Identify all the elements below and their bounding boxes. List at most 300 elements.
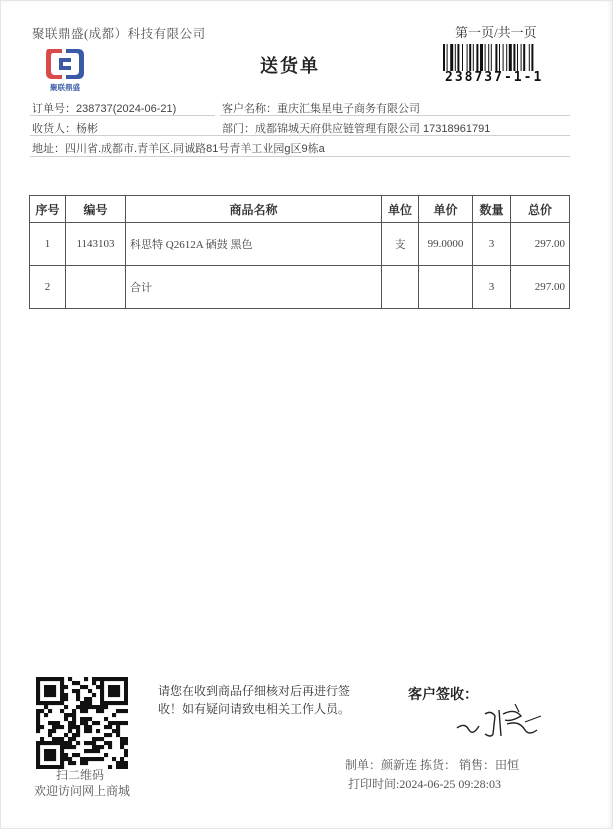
qr-module (36, 753, 40, 757)
qr-module (52, 741, 56, 745)
qr-module (64, 757, 68, 761)
qr-module (80, 709, 84, 713)
qr-module (120, 677, 124, 681)
qr-module (88, 729, 92, 733)
print-time: 打印时间:2024-06-25 09:28:03 (348, 777, 501, 791)
qr-module (104, 753, 108, 757)
department-row (222, 120, 490, 136)
qr-module (44, 693, 48, 697)
qr-module (44, 765, 48, 769)
qr-module (108, 733, 112, 737)
row-code (66, 266, 126, 309)
qr-module (64, 697, 68, 701)
qr-module (48, 741, 52, 745)
logo-text: 聚联鼎盛 (50, 83, 80, 92)
qr-module (84, 677, 88, 681)
qr-module (124, 749, 128, 753)
qr-module (76, 705, 80, 709)
qr-module (36, 709, 40, 713)
qr-module (104, 725, 108, 729)
qr-module (36, 721, 40, 725)
qr-module (72, 709, 76, 713)
qr-module (124, 709, 128, 713)
qr-module (96, 749, 100, 753)
qr-module (44, 741, 48, 745)
barcode-bar (517, 44, 518, 71)
qr-module (108, 745, 112, 749)
qr-module (120, 721, 124, 725)
qr-module (64, 733, 68, 737)
qr-module (112, 713, 116, 717)
qr-module (48, 753, 52, 757)
company-logo (42, 45, 88, 95)
qr-module (52, 701, 56, 705)
qr-module (56, 677, 60, 681)
qr-module (52, 737, 56, 741)
qr-module (64, 745, 68, 749)
department-label: 部门： (222, 123, 255, 135)
qr-module (116, 693, 120, 697)
qr-module (84, 717, 88, 721)
qr-module (48, 709, 52, 713)
qr-module (120, 745, 124, 749)
qr-module (84, 749, 88, 753)
qr-module (44, 705, 48, 709)
qr-module (72, 753, 76, 757)
qr-module (60, 681, 64, 685)
qr-module (100, 757, 104, 761)
qr-module (100, 737, 104, 741)
qr-module (72, 737, 76, 741)
qr-module (100, 681, 104, 685)
qr-module (68, 757, 72, 761)
qr-module (84, 761, 88, 765)
qr-module (72, 761, 76, 765)
barcode-bar (531, 44, 533, 71)
qr-module (64, 717, 68, 721)
qr-module (84, 721, 88, 725)
qr-module (84, 725, 88, 729)
qr-module (124, 737, 128, 741)
qr-module (60, 761, 64, 765)
barcode-bar (476, 44, 478, 71)
row-price (419, 266, 473, 309)
qr-module (44, 749, 48, 753)
divider (30, 156, 570, 157)
qr-module (60, 689, 64, 693)
qr-module (124, 761, 128, 765)
qr-module (36, 757, 40, 761)
qr-module (68, 745, 72, 749)
row-unit (382, 266, 419, 309)
qr-module (48, 729, 52, 733)
barcode-bar (485, 44, 486, 71)
row-code: 1143103 (66, 223, 126, 266)
qr-module (84, 701, 88, 705)
row-total: 297.00 (511, 223, 570, 266)
table-header-row (30, 196, 570, 223)
qr-module (96, 685, 100, 689)
qr-module (100, 693, 104, 697)
row-qty: 3 (473, 223, 511, 266)
qr-module (80, 761, 84, 765)
barcode (443, 44, 551, 71)
qr-module (48, 733, 52, 737)
row-seq: 1 (30, 223, 66, 266)
qr-module (112, 693, 116, 697)
column-header: 商品名称 (126, 196, 382, 223)
row-price: 99.0000 (419, 223, 473, 266)
qr-module (124, 721, 128, 725)
qr-module (88, 741, 92, 745)
receiver-label: 收货人： (32, 123, 76, 135)
barcode-bar (521, 44, 522, 71)
barcode-bar (457, 44, 459, 71)
qr-module (112, 685, 116, 689)
qr-module (60, 685, 64, 689)
qr-module (72, 725, 76, 729)
qr-module (92, 749, 96, 753)
qr-module (96, 709, 100, 713)
qr-module (100, 745, 104, 749)
qr-module (36, 689, 40, 693)
qr-module (108, 685, 112, 689)
qr-module (108, 677, 112, 681)
qr-module (92, 745, 96, 749)
row-total: 297.00 (511, 266, 570, 309)
qr-module (36, 681, 40, 685)
qr-module (88, 749, 92, 753)
qr-module (36, 677, 40, 681)
qr-module (72, 745, 76, 749)
qr-module (84, 709, 88, 713)
qr-module (80, 717, 84, 721)
qr-module (76, 697, 80, 701)
qr-module (60, 709, 64, 713)
qr-module (80, 701, 84, 705)
barcode-bar (491, 44, 492, 71)
qr-module (68, 761, 72, 765)
barcode-bar (462, 44, 463, 71)
qr-code (36, 677, 128, 769)
address-label: 地址： (32, 143, 65, 155)
qr-module (124, 741, 128, 745)
qr-module (100, 685, 104, 689)
qr-module (52, 721, 56, 725)
qr-module (96, 737, 100, 741)
qr-module (100, 697, 104, 701)
qr-module (124, 689, 128, 693)
qr-module (124, 753, 128, 757)
qr-module (124, 701, 128, 705)
qr-module (116, 685, 120, 689)
qr-module (44, 689, 48, 693)
qr-module (40, 765, 44, 769)
qr-module (64, 713, 68, 717)
column-header: 单位 (382, 196, 419, 223)
qr-module (64, 705, 68, 709)
qr-module (36, 693, 40, 697)
qr-module (60, 677, 64, 681)
qr-module (56, 741, 60, 745)
qr-module (36, 725, 40, 729)
qr-module (80, 757, 84, 761)
handwritten-signature (455, 700, 547, 740)
qr-module (112, 677, 116, 681)
qr-module (64, 741, 68, 745)
barcode-bar (503, 44, 504, 71)
barcode-bar (495, 44, 497, 71)
qr-module (92, 677, 96, 681)
qr-module (52, 689, 56, 693)
qr-module (60, 737, 64, 741)
qr-module (108, 693, 112, 697)
qr-module (100, 709, 104, 713)
qr-module (72, 721, 76, 725)
staff-line: 制单：颜新连 拣货： 销售：田恒 (345, 758, 520, 772)
qr-module (72, 717, 76, 721)
qr-module (60, 701, 64, 705)
column-header: 序号 (30, 196, 66, 223)
qr-module (56, 725, 60, 729)
customer-row (222, 100, 420, 116)
qr-module (124, 693, 128, 697)
qr-module (96, 705, 100, 709)
qr-module (124, 765, 128, 769)
qr-module (88, 697, 92, 701)
qr-module (96, 729, 100, 733)
qr-module (100, 689, 104, 693)
qr-module (40, 701, 44, 705)
qr-module (64, 693, 68, 697)
qr-module (60, 725, 64, 729)
table-row (30, 266, 570, 309)
qr-module (92, 705, 96, 709)
qr-module (88, 701, 92, 705)
barcode-bar (506, 44, 507, 71)
qr-module (44, 701, 48, 705)
customer-name: 重庆汇集星电子商务有限公司 (277, 103, 420, 115)
qr-module (68, 725, 72, 729)
qr-module (76, 729, 80, 733)
qr-module (76, 733, 80, 737)
qr-module (36, 729, 40, 733)
qr-module (124, 681, 128, 685)
qr-module (92, 721, 96, 725)
qr-module (48, 689, 52, 693)
qr-module (120, 761, 124, 765)
qr-module (64, 685, 68, 689)
qr-caption: 扫二维码 (56, 768, 105, 782)
qr-module (120, 709, 124, 713)
qr-module (52, 685, 56, 689)
qr-module (116, 721, 120, 725)
qr-module (40, 725, 44, 729)
qr-module (108, 689, 112, 693)
barcode-bar (447, 44, 448, 71)
qr-module (60, 749, 64, 753)
qr-module (120, 741, 124, 745)
qr-module (68, 721, 72, 725)
barcode-bar (469, 44, 471, 71)
page-indicator: 第一页/共一页 (455, 25, 537, 40)
qr-module (92, 737, 96, 741)
qr-module (104, 741, 108, 745)
qr-module (48, 749, 52, 753)
qr-module (116, 761, 120, 765)
qr-module (52, 757, 56, 761)
qr-module (84, 697, 88, 701)
qr-module (104, 705, 108, 709)
qr-module (108, 701, 112, 705)
items-table (29, 195, 570, 309)
column-header: 编号 (66, 196, 126, 223)
qr-module (100, 701, 104, 705)
qr-module (104, 677, 108, 681)
qr-module (48, 765, 52, 769)
qr-module (112, 701, 116, 705)
customer-sign-label: 客户签收： (408, 686, 478, 702)
barcode-bar (473, 44, 474, 71)
qr-module (68, 677, 72, 681)
qr-module (116, 701, 120, 705)
qr-module (92, 681, 96, 685)
divider (30, 135, 570, 136)
qr-module (88, 689, 92, 693)
qr-module (36, 745, 40, 749)
qr-module (36, 765, 40, 769)
qr-module (116, 733, 120, 737)
qr-module (88, 705, 92, 709)
qr-module (124, 677, 128, 681)
qr-module (112, 689, 116, 693)
qr-module (92, 741, 96, 745)
qr-module (124, 685, 128, 689)
address-value: 四川省.成都市.青羊区.同诚路81号青羊工业园g区9栋a (65, 143, 325, 155)
qr-module (56, 701, 60, 705)
qr-module (52, 753, 56, 757)
receiver-row (32, 120, 98, 136)
barcode-bar (455, 44, 456, 71)
qr-module (80, 685, 84, 689)
qr-module (76, 725, 80, 729)
qr-module (48, 685, 52, 689)
table-row (30, 223, 570, 266)
document-title: 送货单 (260, 56, 320, 76)
qr-module (40, 677, 44, 681)
barcode-bar (443, 44, 445, 71)
qr-module (116, 689, 120, 693)
qr-module (88, 725, 92, 729)
qr-module (36, 717, 40, 721)
qr-module (60, 693, 64, 697)
qr-module (112, 729, 116, 733)
qr-module (44, 677, 48, 681)
divider (220, 115, 570, 116)
qr-module (72, 689, 76, 693)
qr-module (68, 741, 72, 745)
order-number: 238737(2024-06-21) (76, 103, 177, 115)
qr-module (92, 757, 96, 761)
qr-module (84, 729, 88, 733)
qr-module (96, 745, 100, 749)
qr-module (60, 753, 64, 757)
qr-module (116, 729, 120, 733)
qr-module (44, 713, 48, 717)
receiver-name: 杨彬 (76, 123, 98, 135)
column-header: 单价 (419, 196, 473, 223)
qr-module (120, 701, 124, 705)
qr-module (88, 717, 92, 721)
qr-module (52, 749, 56, 753)
qr-module (36, 697, 40, 701)
qr-module (44, 685, 48, 689)
qr-module (36, 701, 40, 705)
qr-module (108, 721, 112, 725)
qr-module (76, 753, 80, 757)
qr-module (120, 757, 124, 761)
qr-module (80, 705, 84, 709)
qr-module (36, 761, 40, 765)
qr-module (112, 721, 116, 725)
qr-module (52, 729, 56, 733)
qr-module (72, 681, 76, 685)
qr-module (100, 705, 104, 709)
qr-module (80, 721, 84, 725)
qr-module (56, 737, 60, 741)
qr-module (48, 701, 52, 705)
qr-module (112, 757, 116, 761)
barcode-bar (509, 44, 512, 71)
qr-module (36, 713, 40, 717)
barcode-bar (529, 44, 530, 71)
qr-module (48, 693, 52, 697)
qr-module (60, 745, 64, 749)
row-product-name: 合计 (126, 266, 382, 309)
qr-module (76, 693, 80, 697)
qr-module (68, 729, 72, 733)
qr-module (60, 757, 64, 761)
qr-module (76, 689, 80, 693)
qr-module (40, 741, 44, 745)
qr-module (44, 753, 48, 757)
qr-module (60, 741, 64, 745)
qr-subcaption: 欢迎访问网上商城 (34, 784, 131, 798)
qr-module (104, 701, 108, 705)
qr-module (84, 757, 88, 761)
qr-module (68, 713, 72, 717)
qr-module (116, 765, 120, 769)
barcode-bar (523, 44, 525, 71)
qr-module (72, 713, 76, 717)
qr-module (40, 737, 44, 741)
row-seq: 2 (30, 266, 66, 309)
address-row (32, 140, 325, 156)
qr-module (96, 677, 100, 681)
qr-module (76, 741, 80, 745)
qr-module (104, 717, 108, 721)
column-header: 总价 (511, 196, 570, 223)
qr-module (100, 677, 104, 681)
qr-module (116, 677, 120, 681)
qr-module (60, 697, 64, 701)
row-qty: 3 (473, 266, 511, 309)
row-unit: 支 (382, 223, 419, 266)
barcode-bar (488, 44, 489, 71)
qr-module (108, 725, 112, 729)
qr-module (48, 757, 52, 761)
qr-module (116, 725, 120, 729)
